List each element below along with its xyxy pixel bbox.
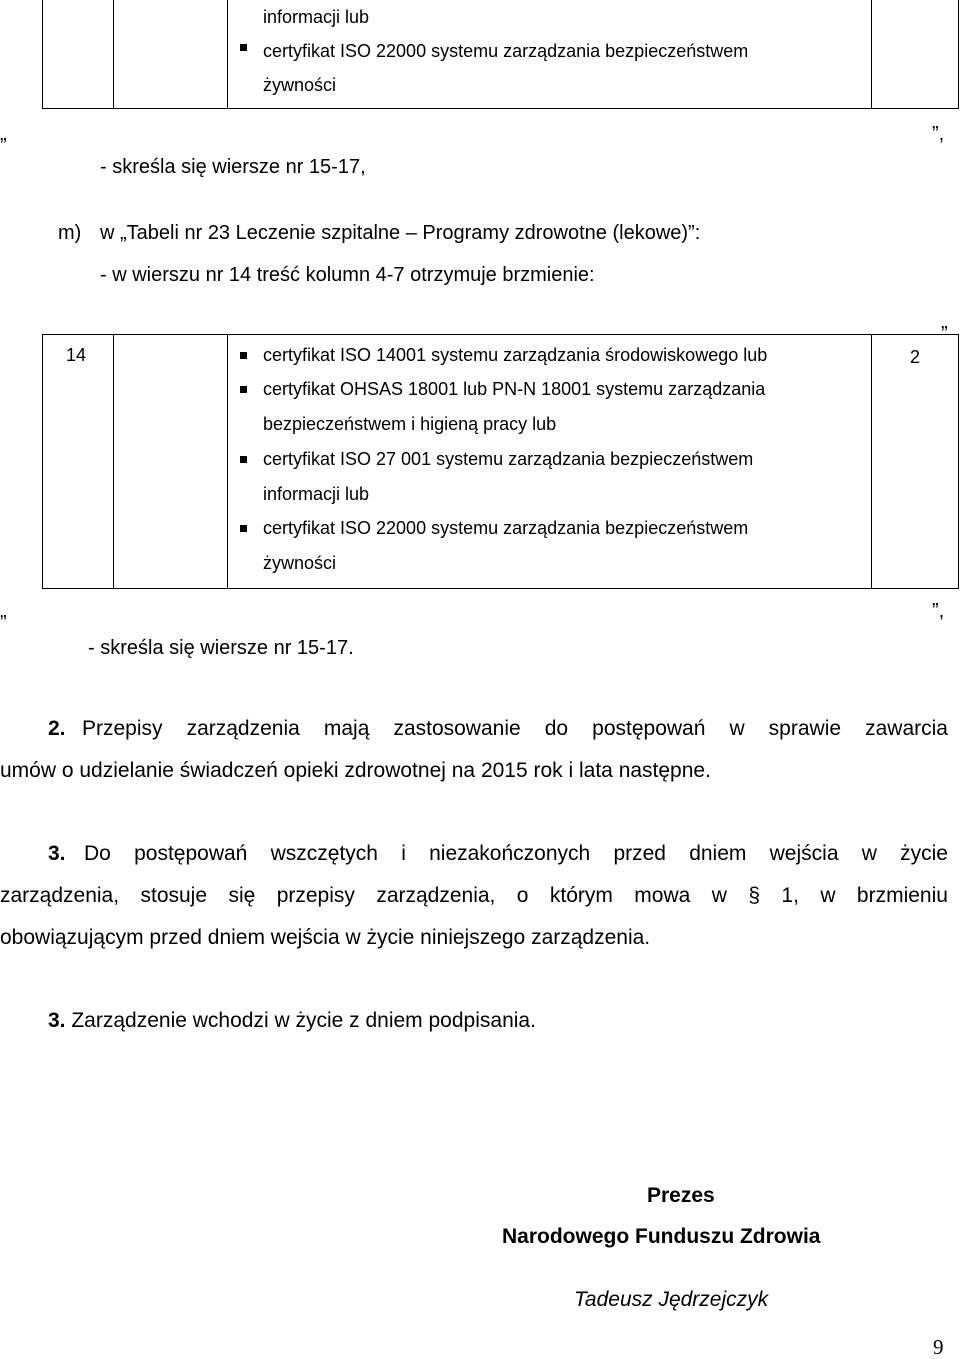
points-value: 2 (910, 347, 921, 367)
word: dniem (689, 842, 747, 865)
bullet-icon (240, 44, 247, 51)
final-paragraph-text: Zarządzenie wchodzi w życie z dniem podpisania. (71, 1009, 536, 1032)
certificate-item-cont: żywności (263, 553, 337, 573)
word: i (401, 842, 406, 865)
paragraph-line (0, 883, 948, 909)
delete-rows-text: - skreśla się wiersze nr 15-17, (100, 156, 366, 178)
word: zawarcia (865, 717, 948, 740)
word: życie (900, 842, 948, 865)
signature-institution: Narodowego Funduszu Zdrowia (502, 1225, 821, 1248)
word: w (820, 884, 836, 907)
word: Do (84, 842, 111, 865)
word: do (544, 717, 569, 740)
page-number: 9 (933, 1335, 944, 1359)
certificate-item-cont: informacji lub (263, 484, 370, 504)
point-label: m) (58, 222, 82, 244)
word: brzmieniu (856, 884, 948, 907)
paragraph-line: obowiązującym przed dniem wejścia w życie niniejszego zarządzenia. (0, 926, 651, 949)
word: 1, (781, 884, 799, 907)
word: wszczętych (270, 842, 378, 865)
word: zastosowanie (393, 717, 521, 740)
opening-quote: „ (0, 123, 7, 145)
row-number: 14 (66, 345, 87, 365)
point-subtext: - w wierszu nr 14 treść kolumn 4-7 otrzymuje brzmienie: (100, 264, 595, 286)
word: o (516, 884, 529, 907)
section-number: 3. (48, 1009, 66, 1032)
paragraph-line (84, 841, 948, 867)
word: zarządzenia, (0, 884, 120, 907)
word: mowa (634, 884, 691, 907)
delete-rows-text: - skreśla się wiersze nr 15-17. (88, 637, 354, 659)
bullet-icon (240, 456, 247, 463)
table-cell-text: informacji lub (263, 7, 370, 27)
word: w (711, 884, 727, 907)
section-number: 2. (48, 717, 66, 740)
certificate-item: certyfikat OHSAS 18001 lub PN-N 18001 systemu zarządzania (263, 379, 766, 399)
word: postępowań (592, 717, 706, 740)
word: w (861, 842, 877, 865)
paragraph-line (82, 716, 948, 742)
certificate-item: certyfikat ISO 14001 systemu zarządzania środowiskowego lub (263, 345, 768, 365)
word: przepisy (276, 884, 355, 907)
closing-quote: ”, (932, 123, 945, 145)
word: przed (613, 842, 666, 865)
word: niezakończonych (429, 842, 591, 865)
point-text: w „Tabeli nr 23 Leczenie szpitalne – Programy zdrowotne (lekowe)”: (100, 222, 701, 244)
section-number: 3. (48, 842, 66, 865)
word: stosuje (140, 884, 208, 907)
word: się (228, 884, 256, 907)
table-cell-text: żywności (263, 75, 337, 95)
certificate-item: certyfikat ISO 22000 systemu zarządzania bezpieczeństwem (263, 518, 749, 538)
paragraph-line: umów o udzielanie świadczeń opieki zdrowotnej na 2015 rok i lata następne. (0, 759, 711, 782)
word: sprawie (768, 717, 842, 740)
closing-quote: ”, (932, 600, 945, 622)
bullet-icon (240, 352, 247, 359)
certificate-item-cont: bezpieczeństwem i higieną pracy lub (263, 414, 557, 434)
final-paragraph (48, 1008, 536, 1034)
word: zarządzenia (186, 717, 300, 740)
opening-quote: „ (0, 600, 7, 622)
signature-title: Prezes (647, 1184, 715, 1207)
word: Przepisy (82, 717, 163, 740)
opening-quote: „ (941, 311, 948, 333)
table-cell-text: certyfikat ISO 22000 systemu zarządzania bezpieczeństwem (263, 41, 749, 61)
bullet-icon (240, 525, 247, 532)
word: zarządzenia, (376, 884, 496, 907)
word: mają (323, 717, 370, 740)
bullet-icon (240, 386, 247, 393)
word: wejścia (769, 842, 839, 865)
word: w (729, 717, 745, 740)
signature-name: Tadeusz Jędrzejczyk (574, 1288, 769, 1311)
word: postępowań (134, 842, 248, 865)
word: którym (549, 884, 613, 907)
certificate-item: certyfikat ISO 27 001 systemu zarządzania bezpieczeństwem (263, 449, 754, 469)
section-sign: § (748, 884, 760, 907)
